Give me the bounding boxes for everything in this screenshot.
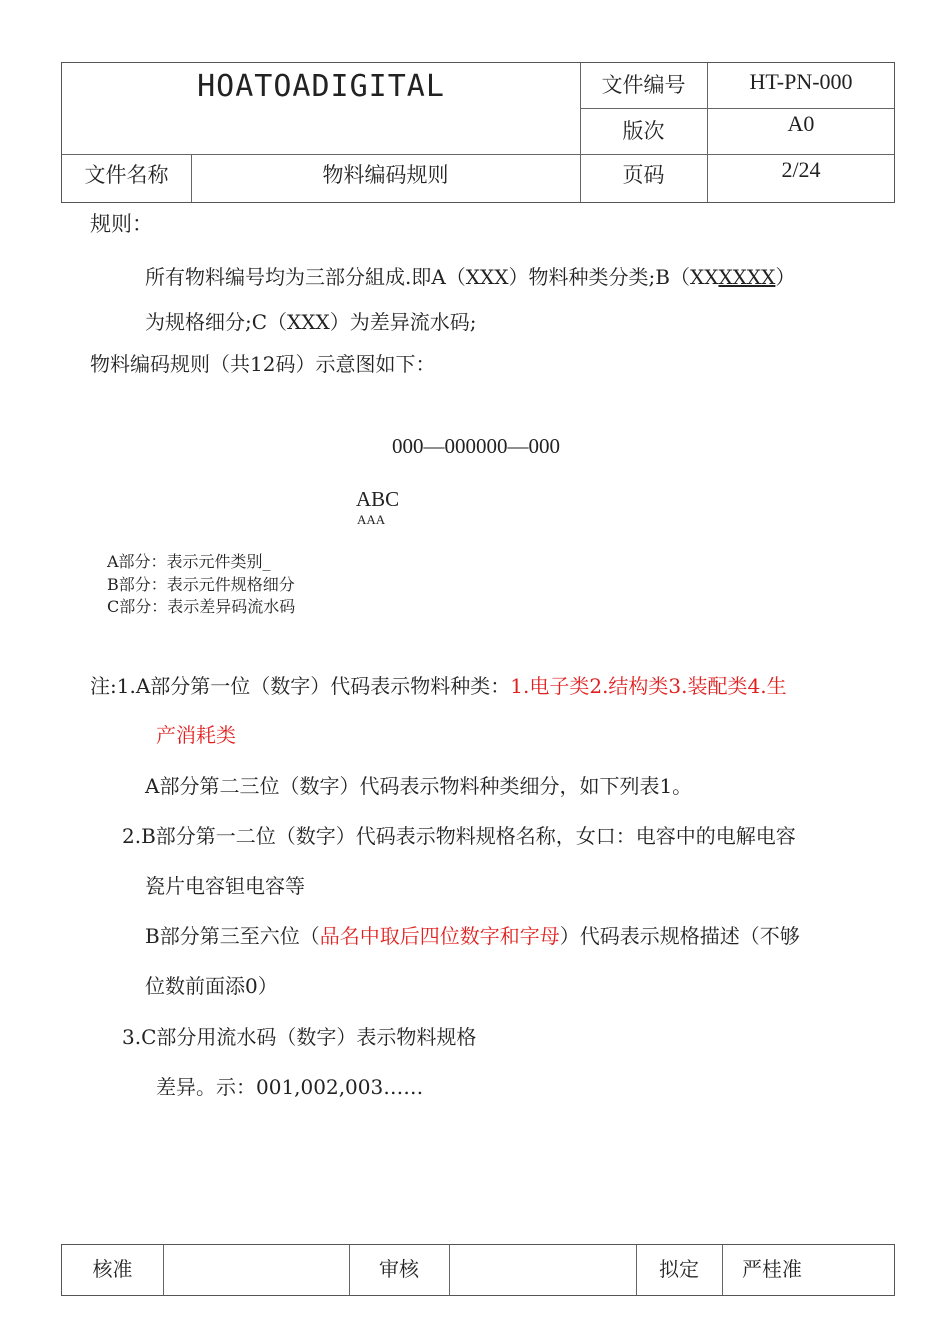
page-label: 页码	[622, 163, 665, 187]
note-2b: 瓷片电容钽电容等	[145, 874, 305, 898]
divider	[449, 1245, 450, 1295]
note-3b: 差异。示：001,002,003……	[156, 1075, 424, 1099]
paragraph-1	[145, 261, 795, 290]
divider	[580, 108, 894, 109]
note-3a: 3.C部分用流水码（数字）表示物料规格	[122, 1025, 477, 1049]
note-1-red-continued: 产消耗类	[156, 723, 236, 747]
doc-no-value: HT-PN-000	[749, 69, 853, 94]
rules-heading: 规则：	[90, 212, 153, 236]
note-1b: A部分第二三位（数字）代码表示物料种类细分，如下列表1。	[145, 774, 693, 798]
page-value: 2/24	[781, 157, 821, 182]
signature-table	[61, 1244, 895, 1296]
version-label: 版次	[622, 119, 665, 143]
note-2d: 位数前面添0）	[145, 974, 278, 998]
note-1-red: 1.电子类2.结构类3.装配类4.生	[510, 674, 787, 698]
legend-b: B部分：表示元件规格细分	[107, 575, 295, 594]
version-value: A0	[787, 111, 815, 136]
note-2c	[145, 920, 800, 949]
paragraph-1-text: 所有物料编号均为三部分組成.即A（XXX）物料种类分类;B（XX	[145, 265, 719, 289]
divider	[163, 1245, 164, 1295]
note-2c-end: ）代码表示规格描述（不够	[559, 924, 800, 948]
header-table	[61, 62, 895, 203]
divider	[62, 154, 894, 155]
legend-a: A部分：表示元件类别_	[107, 552, 271, 571]
aaa-label: AAA	[357, 512, 386, 527]
review-label: 审核	[379, 1257, 419, 1281]
note-2c-text: B部分第三至六位（	[145, 924, 320, 948]
paragraph-2: 为规格细分;C（XXX）为差异流水码;	[145, 310, 477, 334]
file-name-label: 文件名称	[84, 163, 169, 187]
abc-label: ABC	[356, 487, 400, 511]
draft-label: 拟定	[659, 1257, 699, 1281]
draft-value: 严桂准	[742, 1257, 802, 1281]
approve-label: 核准	[92, 1257, 133, 1281]
doc-no-label: 文件编号	[601, 73, 686, 97]
paragraph-1-underlined: XXXX	[718, 265, 776, 289]
note-1	[90, 670, 787, 699]
company-name: HOATOADIGITAL	[197, 69, 445, 104]
paragraph-3: 物料编码规则（共12码）示意图如下：	[90, 352, 436, 376]
paragraph-1-end: ）	[775, 265, 796, 289]
legend-c: C部分：表示差异码流水码	[107, 597, 296, 616]
note-2a: 2.B部分第一二位（数字）代码表示物料规格名称，女口：电容中的电解电容	[122, 824, 796, 848]
file-name-value: 物料编码规则	[322, 163, 449, 187]
code-pattern: 000—000000—000	[392, 434, 560, 458]
note-2c-red: 品名中取后四位数字和字母	[319, 924, 560, 948]
note-1-text: 注:1.A部分第一位（数字）代码表示物料种类：	[90, 674, 511, 698]
